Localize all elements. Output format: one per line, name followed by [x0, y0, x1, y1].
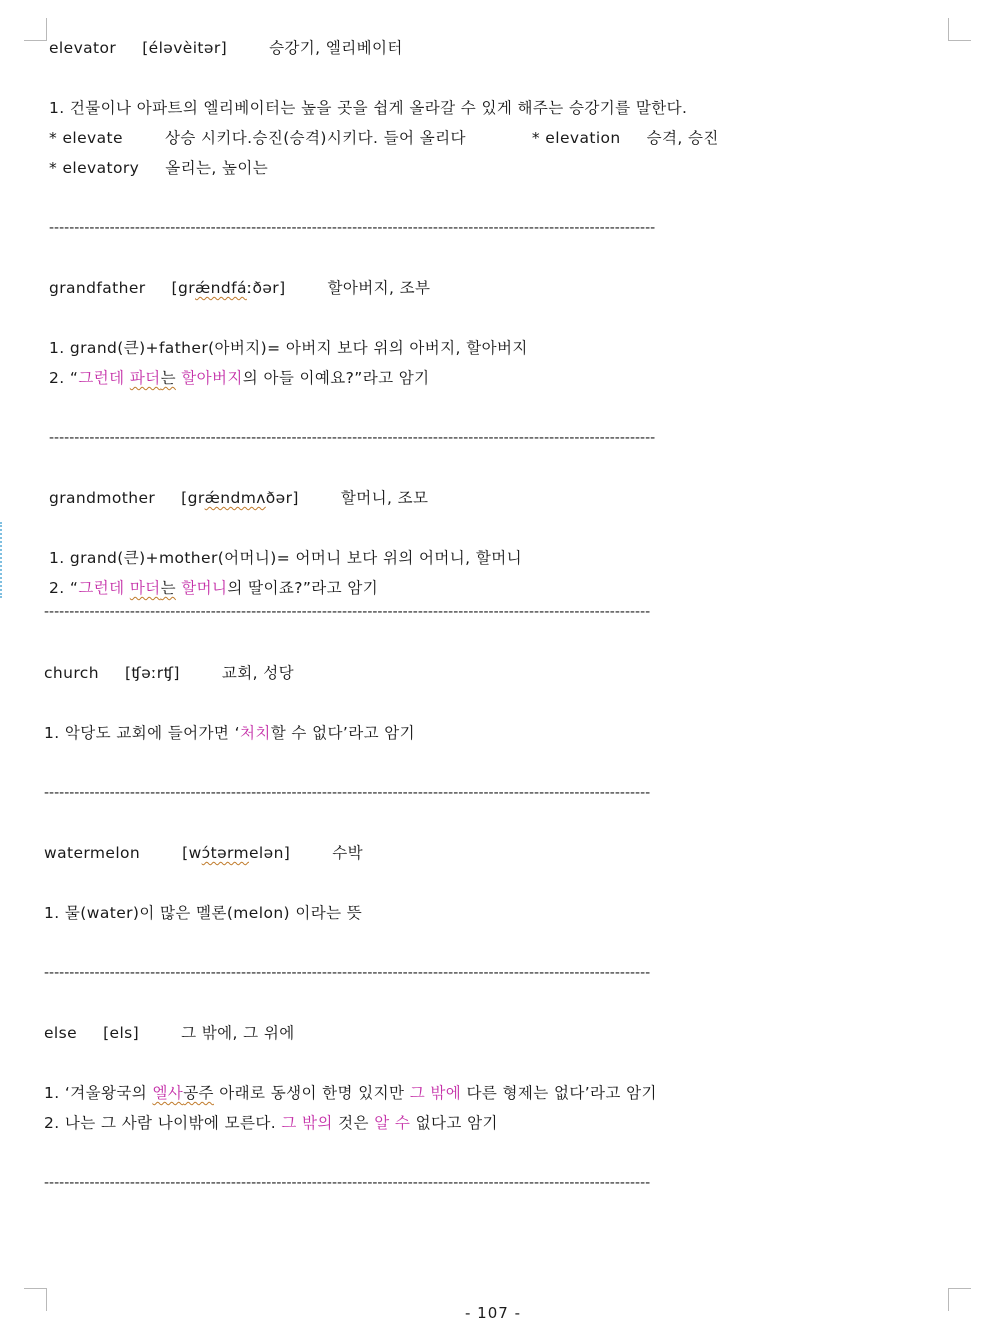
separator-line: ------------------------------------------------------------------------------------------------------------------------ [44, 1175, 651, 1191]
entry-church-line-1: 1. 악당도 교회에 들어가면 ‘처치할 수 없다’라고 암기 [44, 724, 416, 742]
entry-word: else [44, 1024, 78, 1042]
entry-word: grandmother [49, 489, 156, 507]
entry-else-line-2: 2. 나는 그 사람 나이밖에 모른다. 그 밖의 것은 알 수 없다고 암기 [44, 1114, 498, 1132]
entry-word: church [44, 664, 99, 682]
entry-meaning: 그 밖에, 그 위에 [181, 1024, 295, 1042]
entry-pronunciation: [els] [103, 1024, 140, 1042]
entry-word: watermelon [44, 844, 141, 862]
page-number: - 107 - [465, 1304, 521, 1322]
entry-grandmother-line-1: 1. grand(큰)+mother(어머니)= 어머니 보다 위의 어머니, 할머니 [49, 549, 522, 567]
entry-church-heading [44, 663, 294, 683]
separator-line: ------------------------------------------------------------------------------------------------------------------------ [44, 604, 651, 620]
entry-word: elevator [49, 39, 117, 57]
entry-pronunciation: [éləvèitər] [142, 39, 228, 57]
entry-else-line-1: 1. ‘겨울왕국의 엘사공주 아래로 동생이 한명 있지만 그 밖에 다른 형제는 없다’라고 암기 [44, 1084, 657, 1102]
entry-meaning: 할머니, 조모 [340, 489, 429, 507]
entry-elevator-related-2: * elevatory 올리는, 높이는 [49, 159, 269, 177]
crop-mark-top-right [948, 18, 971, 41]
margin-marker [0, 522, 5, 598]
entry-else-heading [44, 1023, 295, 1043]
entry-grandfather-line-1: 1. grand(큰)+father(아버지)= 아버지 보다 위의 아버지, 할아버지 [49, 339, 528, 357]
entry-grandfather-heading [49, 278, 430, 298]
entry-elevator-related-1: * elevate 상승 시키다.승진(승격)시키다. 들어 올리다 * elevation 승격, 승진 [49, 129, 719, 147]
separator-line: ------------------------------------------------------------------------------------------------------------------------ [44, 785, 651, 801]
entry-grandmother-line-2: 2. “그런데 마더는 할머니의 딸이죠?”라고 암기 [49, 579, 379, 597]
entry-elevator-line-1: 1. 건물이나 아파트의 엘리베이터는 높을 곳을 쉽게 올라갈 수 있게 해주는 승강기를 말한다. [49, 99, 688, 117]
separator-line: ------------------------------------------------------------------------------------------------------------------------ [49, 430, 656, 446]
entry-pronunciation: [ʧəːrʧ] [124, 664, 180, 682]
entry-elevator-heading [49, 38, 403, 58]
entry-meaning: 할아버지, 조부 [327, 279, 431, 297]
entry-grandmother-heading [49, 488, 428, 508]
entry-meaning: 승강기, 엘리베이터 [269, 39, 403, 57]
separator-line: ------------------------------------------------------------------------------------------------------------------------ [44, 965, 651, 981]
crop-mark-top-left [24, 18, 47, 41]
entry-watermelon-line-1: 1. 물(water)이 많은 멜론(melon) 이라는 뜻 [44, 904, 363, 922]
entry-word: grandfather [49, 279, 146, 297]
entry-pronunciation: [grǽndfáːðər] [171, 279, 286, 297]
entry-pronunciation: [grǽndmʌðər] [181, 489, 299, 507]
separator-line: ------------------------------------------------------------------------------------------------------------------------ [49, 220, 656, 236]
entry-pronunciation: [wɔ́tərmelən] [182, 844, 291, 862]
entry-grandfather-line-2: 2. “그런데 파더는 할아버지의 아들 이예요?”라고 암기 [49, 369, 430, 387]
entry-watermelon-heading [44, 843, 363, 863]
entry-meaning: 교회, 성당 [221, 664, 295, 682]
entry-meaning: 수박 [332, 844, 363, 862]
